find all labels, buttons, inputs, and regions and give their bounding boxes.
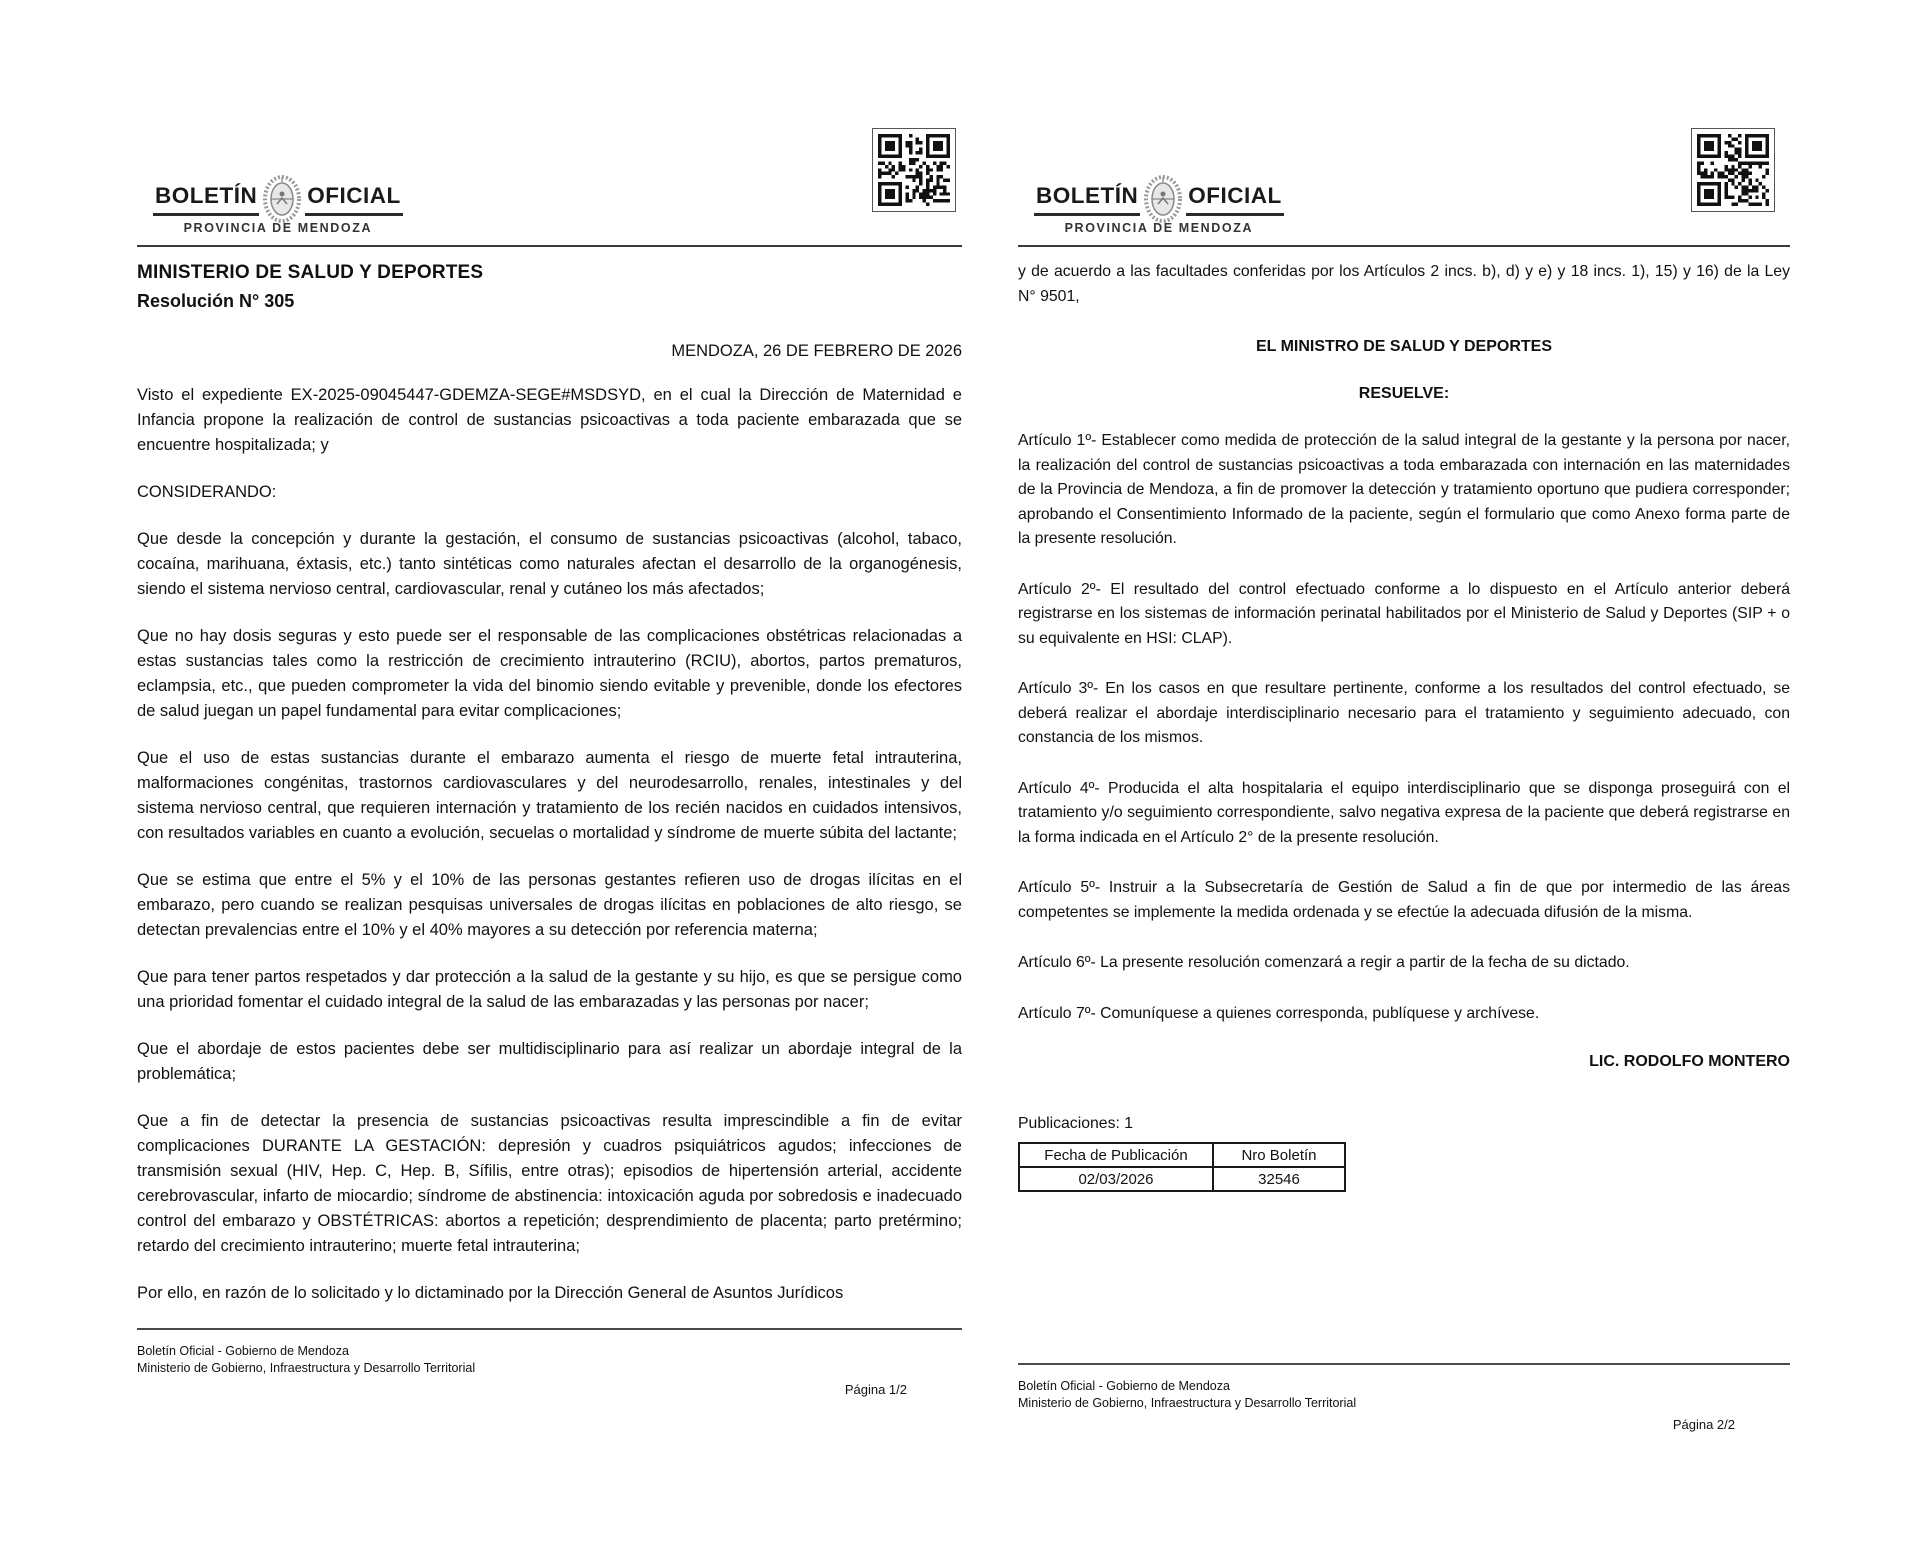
mendoza-seal-icon [1141,174,1185,224]
page2-content [1018,260,1790,1192]
table-cell-nro: 32546 [1213,1167,1345,1191]
paragraph-considerando: CONSIDERANDO: [137,483,277,501]
footer-divider [1018,1363,1790,1365]
footer-org-line2: Ministerio de Gobierno, Infraestructura y Desarrollo Territorial [137,1361,476,1375]
footer-org-line1: Boletín Oficial - Gobierno de Mendoza [137,1344,349,1358]
resolution-number: Resolución N° 305 [137,291,295,311]
article-4: Artículo 4º- Producida el alta hospitalaria el equipo interdisciplinario que se disponga proseguirá con el tratamiento y/o seguimiento correspondiente, salvo negativa expresa de la paciente que deberá registrarse en la forma indicada en el Artículo 2° de la presente resolución. [1018,779,1790,846]
brand-subtitle: PROVINCIA DE MENDOZA [183,221,373,235]
brand-word-oficial: OFICIAL [305,185,403,216]
article-3: Artículo 3º- En los casos en que resultare pertinente, conforme a los resultados del control efectuado, se deberá realizar el abordaje interdisciplinario necesario para el tratamiento y seguimiento adecuado, con constancia de los mismos. [1018,680,1790,746]
table-header-fecha: Fecha de Publicación [1019,1143,1213,1167]
page2-footer [1018,1363,1790,1432]
footer-org-line1: Boletín Oficial - Gobierno de Mendoza [1018,1379,1230,1393]
brand-word-oficial: OFICIAL [1186,185,1284,216]
brand-word-boletin: BOLETÍN [153,185,259,216]
footer-divider [137,1328,962,1330]
paragraph: Que el abordaje de estos pacientes debe ser multidisciplinario para así realizar un abordaje integral de la problemática; [137,1040,962,1083]
page2-header [1018,0,1790,247]
paragraph: Que se estima que entre el 5% y el 10% de las personas gestantes refieren uso de drogas ilícitas en el embarazo, pero cuando se realizan pesquisas universales de drogas ilícitas en poblaciones de alto riesgo, se detectan prevalencias entre el 10% y el 40% mayores a su detección por referencia materna; [137,871,962,939]
page-2 [1018,0,1790,1555]
ministry-title: MINISTERIO DE SALUD Y DEPORTES [137,262,484,283]
table-header-row [1019,1143,1345,1167]
article-7: Artículo 7º- Comuníquese a quienes corresponda, publíquese y archívese. [1018,1004,1540,1022]
publications-count: Publicaciones: 1 [1018,1115,1134,1132]
page1-content [137,262,962,1306]
footer-org-line2: Ministerio de Gobierno, Infraestructura y Desarrollo Territorial [1018,1396,1357,1410]
brand-row [153,168,403,216]
paragraph: Que desde la concepción y durante la gestación, el consumo de sustancias psicoactivas (alcohol, tabaco, cocaína, marihuana, éxtasis, etc.) tanto sintéticas como naturales afectan el desarrollo de la organogénesis, siendo el sistema nervioso central, cardiovascular, renal y cutáneo los más afectados; [137,530,962,598]
table-cell-fecha: 02/03/2026 [1019,1167,1213,1191]
table-row [1019,1167,1345,1191]
paragraph: Que a fin de detectar la presencia de sustancias psicoactivas resulta imprescindible a fin de evitar complicaciones DURANTE LA GESTACIÓN: depresión y cuadros psiquiátricos agudos; infecciones de transmisión sexual (HIV, Hep. C, Hep. B, Sífilis, entre otras); episodios de hipertensión arterial, accidente cerebrovascular, infarto de miocardio; síndrome de abstinencia: intoxicación aguda por sobredosis e inadecuado control del embarazo y OBSTÉTRICAS: abortos a repetición; desprendimiento de placenta; parto pretérmino; retardo del crecimiento intrauterino; muerte fetal intrauterina; [137,1112,962,1255]
publication-table [1018,1142,1346,1192]
article-5: Artículo 5º- Instruir a la Subsecretaría de Gestión de Salud a fin de que por intermedio de las áreas competentes se implemente la medida ordenada y se efectúe la adecuada difusión de la misma. [1018,879,1790,921]
boletin-oficial-logo [1034,168,1284,235]
qr-code [1691,128,1775,212]
article-2: Artículo 2º- El resultado del control efectuado conforme a lo dispuesto en el Artículo anterior deberá registrarse en los sistemas de información perinatal habilitados por el Ministerio de Salud y Deportes (SIP + o su equivalente en HSI: CLAP). [1018,580,1790,647]
paragraph: Que para tener partos respetados y dar protección a la salud de la gestante y su hijo, es que se persigue como una prioridad fomentar el cuidado integral de la salud de las embarazadas y las personas por nacer; [137,968,962,1011]
page-number: Página 1/2 [844,1382,907,1397]
paragraph: Que el uso de estas sustancias durante el embarazo aumenta el riesgo de muerte fetal intrauterina, malformaciones congénitas, trastornos cardiovasculares y del neurodesarrollo, renales, intestinales y del sistema nervioso central, que requieren internación y tratamiento de los recién nacidos en cuidados intensivos, con resultados variables en cuanto a evolución, secuelas o mortalidad y síndrome de muerte súbita del lactante; [137,749,962,842]
page-1 [137,0,962,1555]
minister-heading: EL MINISTRO DE SALUD Y DEPORTES [1255,338,1553,355]
paragraph-visto: Visto el expediente EX-2025-09045447-GDEMZA-SEGE#MSDSYD, en el cual la Dirección de Maternidad e Infancia propone la realización de control de sustancias psicoactivas a toda paciente embarazada que se encuentre hospitalizada; y [137,386,962,454]
brand-row [1034,168,1284,216]
page-number: Página 2/2 [1672,1417,1735,1432]
brand-subtitle: PROVINCIA DE MENDOZA [1064,221,1254,235]
signature: LIC. RODOLFO MONTERO [1589,1053,1790,1070]
brand-word-boletin: BOLETÍN [1034,185,1140,216]
qr-code [872,128,956,212]
paragraph-facultades: y de acuerdo a las facultades conferidas por los Artículos 2 incs. b), d) y e) y 18 incs. 1), 15) y 16) de la Ley N° 9501, [1018,263,1790,305]
page1-footer [137,1328,962,1397]
resuelve-heading: RESUELVE: [1358,385,1450,402]
paragraph: Que no hay dosis seguras y esto puede ser el responsable de las complicaciones obstétricas relacionadas a estas sustancias tales como la restricción de crecimiento intrauterino (RCIU), abortos, partos prematuros, eclampsia, etc., que pueden comprometer la vida del binomio siendo evitable y prevenible, donde los efectores de salud juegan un papel fundamental para evitar complicaciones; [137,627,962,720]
mendoza-seal-icon [260,174,304,224]
boletin-oficial-logo [153,168,403,235]
article-1: Artículo 1º- Establecer como medida de protección de la salud integral de la gestante y la persona por nacer, la realización del control de sustancias psicoactivas a toda embarazada con internación en las maternidades de la Provincia de Mendoza, a fin de promover la detección y tratamiento oportuno que pudiera corresponder; aprobando el Consentimiento Informado de la paciente, según el formulario que como Anexo forma parte de la presente resolución. [1018,432,1790,547]
page1-header [137,0,962,247]
table-header-nro: Nro Boletín [1213,1143,1345,1167]
dateline: MENDOZA, 26 DE FEBRERO DE 2026 [671,342,962,360]
article-6: Artículo 6º- La presente resolución comenzará a regir a partir de la fecha de su dictado. [1018,954,1630,971]
paragraph-por-ello: Por ello, en razón de lo solicitado y lo dictaminado por la Dirección General de Asuntos Jurídicos [137,1284,844,1302]
